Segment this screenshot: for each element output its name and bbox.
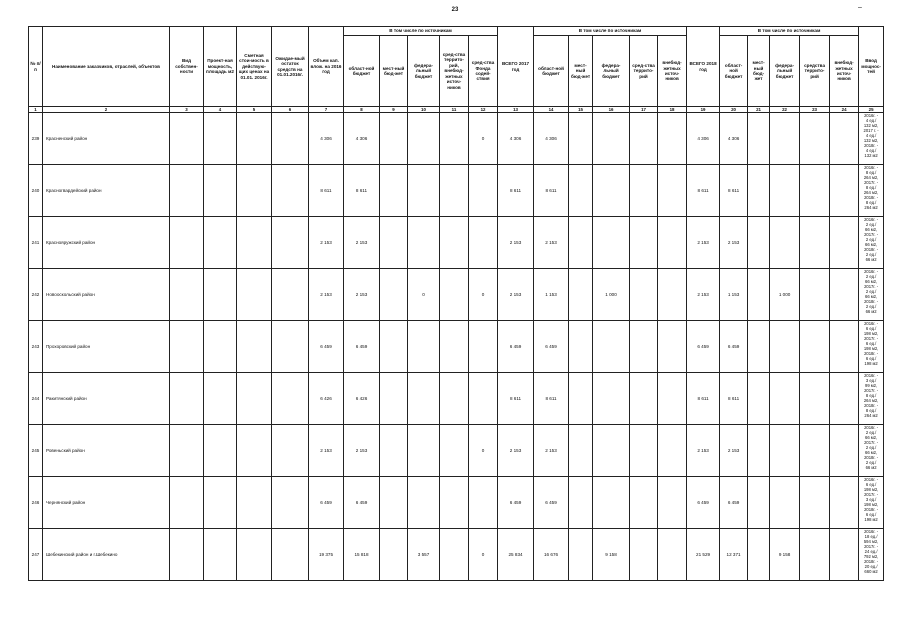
capacity-cell: 2016г. - 3 ед./ 99 м2, 2017г. - 8 ед./ 264 м2, 2018г. - 8 ед./ 264 м2 — [859, 373, 884, 425]
value-cell — [272, 373, 309, 425]
row-number-cell: 242 — [29, 269, 43, 321]
value-cell — [830, 425, 859, 477]
capacity-cell: 2016г. - 2 ед./ 66 м2, 2017г. - 2 ед./ 66 м2, 2018г. - 2 ед./ 66 м2 — [859, 425, 884, 477]
value-cell — [380, 477, 408, 529]
value-cell: 8 611 — [534, 165, 569, 217]
value-cell: 3 557 — [408, 529, 440, 581]
value-cell: 15 818 — [344, 529, 380, 581]
value-cell: 6 459 — [534, 477, 569, 529]
value-cell — [830, 113, 859, 165]
value-cell — [170, 373, 204, 425]
value-cell — [800, 113, 830, 165]
value-cell — [593, 165, 630, 217]
value-cell — [237, 113, 272, 165]
col-header: № п/п — [29, 27, 43, 107]
value-cell — [748, 113, 770, 165]
value-cell: 6 459 — [687, 321, 720, 373]
value-cell: 4 306 — [498, 113, 534, 165]
value-cell — [658, 217, 687, 269]
value-cell — [830, 321, 859, 373]
value-cell — [170, 529, 204, 581]
col-header: мест-ный бюд-жет — [380, 36, 408, 107]
value-cell — [440, 425, 469, 477]
value-cell — [630, 425, 658, 477]
value-cell — [440, 269, 469, 321]
value-cell — [170, 113, 204, 165]
table-row — [29, 113, 884, 165]
value-cell — [272, 425, 309, 477]
value-cell: 4 306 — [309, 113, 344, 165]
value-cell — [630, 217, 658, 269]
column-number: 4 — [204, 107, 237, 113]
value-cell: 6 459 — [687, 477, 720, 529]
table-row — [29, 477, 884, 529]
object-name-cell: Ракитянский район — [43, 373, 170, 425]
capacity-cell: 2016г. - 8 ед./ 264 м2, 2017г. - 8 ед./ 264 м2, 2018г. - 8 ед./ 264 м2 — [859, 165, 884, 217]
column-number: 3 — [170, 107, 204, 113]
value-cell — [440, 113, 469, 165]
value-cell — [569, 165, 593, 217]
value-cell — [204, 321, 237, 373]
col-header: федера-льный бюджет — [593, 36, 630, 107]
value-cell — [204, 165, 237, 217]
value-cell — [630, 529, 658, 581]
column-number: 22 — [770, 107, 800, 113]
value-cell — [204, 529, 237, 581]
value-cell — [204, 217, 237, 269]
column-number: 13 — [498, 107, 534, 113]
object-name-cell: Ровеньский район — [43, 425, 170, 477]
value-cell: 2 153 — [498, 217, 534, 269]
col-header: ВСЕГО 2018 год — [687, 27, 720, 107]
value-cell — [593, 217, 630, 269]
value-cell — [237, 321, 272, 373]
value-cell — [830, 269, 859, 321]
value-cell: 2 153 — [498, 425, 534, 477]
value-cell — [569, 269, 593, 321]
value-cell: 2 153 — [309, 217, 344, 269]
value-cell: 8 611 — [498, 373, 534, 425]
value-cell — [830, 373, 859, 425]
column-number: 20 — [720, 107, 748, 113]
col-header: сред-ства террито-рий, внебюд-жетных источ-ников — [440, 36, 469, 107]
value-cell — [630, 113, 658, 165]
group-header-2016: В том числе по источникам — [344, 27, 498, 36]
value-cell — [630, 373, 658, 425]
value-cell — [748, 165, 770, 217]
group-header-2017: В том числе по источникам — [534, 27, 687, 36]
value-cell — [170, 321, 204, 373]
value-cell: 16 676 — [534, 529, 569, 581]
value-cell — [593, 113, 630, 165]
capacity-cell: 2016г. - 18 ед./ 594 м2, 2017г. - 24 ед./ 792 м2, 2018г. - 20 ед./ 660 м2 — [859, 529, 884, 581]
value-cell: 1 000 — [593, 269, 630, 321]
object-name-cell: Прохоровский район — [43, 321, 170, 373]
value-cell: 1 000 — [770, 269, 800, 321]
value-cell — [569, 113, 593, 165]
value-cell — [800, 269, 830, 321]
col-header: област-ной бюджет — [720, 36, 748, 107]
row-number-cell: 240 — [29, 165, 43, 217]
capacity-cell: 2016г. - 6 ед./ 198 м2, 2017г. - 3 ед./ 198 м2, 2018г. - 6 ед./ 198 м2 — [859, 477, 884, 529]
col-header: Ожидае-мый остаток средств на 01.01.2016г. — [272, 27, 309, 107]
value-cell — [770, 425, 800, 477]
value-cell — [204, 373, 237, 425]
value-cell — [237, 373, 272, 425]
value-cell — [658, 477, 687, 529]
value-cell: 8 611 — [534, 373, 569, 425]
row-number-cell: 239 — [29, 113, 43, 165]
value-cell — [658, 321, 687, 373]
value-cell — [170, 217, 204, 269]
col-header: сред-ства террито-рий — [630, 36, 658, 107]
value-cell: 6 459 — [720, 477, 748, 529]
value-cell — [237, 477, 272, 529]
value-cell: 2 153 — [309, 269, 344, 321]
value-cell — [272, 217, 309, 269]
value-cell — [380, 217, 408, 269]
value-cell — [569, 217, 593, 269]
capacity-cell: 2016г. - 4 ед./ 132 м2, 2017 г. - 4 ед./ 132 м2, 2018г. - 4 ед./ 132 м2 — [859, 113, 884, 165]
value-cell — [380, 373, 408, 425]
col-header: сред-ства Фонда содей-ствия — [469, 36, 498, 107]
value-cell — [658, 113, 687, 165]
value-cell: 2 153 — [687, 217, 720, 269]
value-cell — [408, 477, 440, 529]
col-header: мест-ный бюд-жет — [748, 36, 770, 107]
column-number: 15 — [569, 107, 593, 113]
value-cell — [469, 217, 498, 269]
col-header: област-ной бюджет — [534, 36, 569, 107]
row-number-cell: 244 — [29, 373, 43, 425]
value-cell — [469, 321, 498, 373]
value-cell — [272, 321, 309, 373]
value-cell: 9 158 — [593, 529, 630, 581]
column-number: 1 — [29, 107, 43, 113]
value-cell — [593, 321, 630, 373]
value-cell — [569, 373, 593, 425]
value-cell: 6 426 — [344, 373, 380, 425]
value-cell: 4 306 — [687, 113, 720, 165]
value-cell: 8 611 — [687, 373, 720, 425]
value-cell: 6 459 — [309, 321, 344, 373]
value-cell — [800, 217, 830, 269]
value-cell — [770, 217, 800, 269]
value-cell — [469, 165, 498, 217]
value-cell: 2 153 — [344, 269, 380, 321]
value-cell: 2 153 — [687, 425, 720, 477]
row-number-cell: 246 — [29, 477, 43, 529]
value-cell — [440, 373, 469, 425]
column-number: 2 — [43, 107, 170, 113]
value-cell — [380, 529, 408, 581]
col-header: ВСЕГО 2017 год — [498, 27, 534, 107]
value-cell — [204, 425, 237, 477]
value-cell — [569, 321, 593, 373]
value-cell: 0 — [469, 269, 498, 321]
col-header: Наименование заказчиков, отраслей, объектов — [43, 27, 170, 107]
column-number: 8 — [344, 107, 380, 113]
value-cell — [748, 217, 770, 269]
value-cell — [204, 477, 237, 529]
row-number-cell: 241 — [29, 217, 43, 269]
value-cell: 2 153 — [720, 217, 748, 269]
value-cell — [800, 321, 830, 373]
row-number-cell: 243 — [29, 321, 43, 373]
value-cell — [408, 113, 440, 165]
value-cell: 12 371 — [720, 529, 748, 581]
value-cell — [204, 269, 237, 321]
object-name-cell: Красненский район — [43, 113, 170, 165]
table-row — [29, 373, 884, 425]
value-cell — [440, 477, 469, 529]
value-cell: 2 153 — [344, 425, 380, 477]
capacity-cell: 2016г. - 2 ед./ 66 м2, 2017г. - 2 ед./ 66 м2, 2018г. - 2 ед./ 66 м2 — [859, 217, 884, 269]
value-cell — [237, 165, 272, 217]
column-number: 11 — [440, 107, 469, 113]
column-number: 24 — [830, 107, 859, 113]
col-header: внебюд-жетных источ-ников — [658, 36, 687, 107]
value-cell — [830, 165, 859, 217]
row-number-cell: 247 — [29, 529, 43, 581]
value-cell — [440, 529, 469, 581]
column-number: 19 — [687, 107, 720, 113]
value-cell — [170, 269, 204, 321]
object-name-cell: Шебекинский район и г.Шебекино — [43, 529, 170, 581]
value-cell — [408, 165, 440, 217]
column-number: 23 — [800, 107, 830, 113]
value-cell — [748, 425, 770, 477]
value-cell — [630, 477, 658, 529]
value-cell: 6 459 — [498, 321, 534, 373]
col-header: федера-льный бюджет — [408, 36, 440, 107]
value-cell — [569, 477, 593, 529]
value-cell — [408, 321, 440, 373]
value-cell: 19 375 — [309, 529, 344, 581]
value-cell: 6 459 — [498, 477, 534, 529]
value-cell — [440, 165, 469, 217]
value-cell: 4 306 — [534, 113, 569, 165]
col-header: област-ной бюджет — [344, 36, 380, 107]
value-cell — [569, 529, 593, 581]
value-cell: 4 306 — [720, 113, 748, 165]
col-header: мест-ный бюд-жет — [569, 36, 593, 107]
value-cell — [380, 113, 408, 165]
column-number: 21 — [748, 107, 770, 113]
value-cell — [204, 113, 237, 165]
value-cell — [770, 477, 800, 529]
value-cell — [800, 529, 830, 581]
col-header: Ввод мощнос-тей — [859, 27, 884, 107]
value-cell — [770, 113, 800, 165]
page-number: 23 — [451, 7, 459, 13]
value-cell — [630, 269, 658, 321]
col-header: федера-льный бюджет — [770, 36, 800, 107]
column-number: 17 — [630, 107, 658, 113]
column-number: 10 — [408, 107, 440, 113]
value-cell — [658, 165, 687, 217]
value-cell: 0 — [469, 113, 498, 165]
value-cell: 2 153 — [498, 269, 534, 321]
value-cell — [658, 425, 687, 477]
table-row — [29, 269, 884, 321]
value-cell — [748, 373, 770, 425]
value-cell — [469, 477, 498, 529]
column-number: 14 — [534, 107, 569, 113]
col-header: Вид собствен-ности — [170, 27, 204, 107]
value-cell — [380, 321, 408, 373]
value-cell: 6 459 — [344, 477, 380, 529]
value-cell — [800, 373, 830, 425]
column-number: 25 — [859, 107, 884, 113]
value-cell — [593, 425, 630, 477]
value-cell — [748, 529, 770, 581]
table-row — [29, 321, 884, 373]
value-cell: 0 — [408, 269, 440, 321]
value-cell — [748, 477, 770, 529]
value-cell — [593, 477, 630, 529]
value-cell — [170, 425, 204, 477]
value-cell — [830, 217, 859, 269]
value-cell — [237, 217, 272, 269]
object-name-cell: Новооскольский район — [43, 269, 170, 321]
value-cell: 8 611 — [344, 165, 380, 217]
value-cell — [748, 321, 770, 373]
column-number: 9 — [380, 107, 408, 113]
value-cell — [630, 165, 658, 217]
table-row — [29, 165, 884, 217]
value-cell: 8 611 — [687, 165, 720, 217]
value-cell — [630, 321, 658, 373]
value-cell: 2 153 — [534, 425, 569, 477]
object-name-cell: Красногвардейский район — [43, 165, 170, 217]
corner-mark: – — [858, 4, 862, 11]
value-cell — [272, 269, 309, 321]
value-cell — [170, 165, 204, 217]
value-cell — [272, 529, 309, 581]
value-cell: 1 153 — [720, 269, 748, 321]
value-cell: 8 611 — [720, 373, 748, 425]
value-cell — [237, 529, 272, 581]
col-header: внебюд-жетных источ-ников — [830, 36, 859, 107]
table-row — [29, 217, 884, 269]
investment-table — [28, 26, 884, 581]
value-cell: 6 459 — [309, 477, 344, 529]
value-cell: 25 834 — [498, 529, 534, 581]
capacity-cell: 2016г. - 6 ед./ 198 м2, 2017г. - 6 ед./ 198 м2, 2018г. - 6 ед./ 198 м2 — [859, 321, 884, 373]
value-cell — [380, 425, 408, 477]
value-cell — [237, 269, 272, 321]
table-row — [29, 529, 884, 581]
value-cell — [800, 477, 830, 529]
value-cell — [272, 477, 309, 529]
value-cell — [408, 425, 440, 477]
table-body — [29, 113, 884, 581]
value-cell — [658, 269, 687, 321]
value-cell — [658, 529, 687, 581]
value-cell: 4 306 — [344, 113, 380, 165]
value-cell — [830, 529, 859, 581]
value-cell: 0 — [469, 425, 498, 477]
value-cell: 6 459 — [720, 321, 748, 373]
column-number: 7 — [309, 107, 344, 113]
value-cell — [380, 165, 408, 217]
value-cell — [170, 477, 204, 529]
value-cell — [380, 269, 408, 321]
value-cell: 2 153 — [534, 217, 569, 269]
value-cell — [272, 113, 309, 165]
value-cell: 8 611 — [309, 165, 344, 217]
value-cell: 2 153 — [344, 217, 380, 269]
value-cell: 2 153 — [720, 425, 748, 477]
value-cell — [770, 373, 800, 425]
value-cell: 6 426 — [309, 373, 344, 425]
value-cell: 2 153 — [309, 425, 344, 477]
value-cell — [830, 477, 859, 529]
value-cell: 8 611 — [498, 165, 534, 217]
value-cell — [237, 425, 272, 477]
column-number: 5 — [237, 107, 272, 113]
value-cell: 1 153 — [534, 269, 569, 321]
column-number: 18 — [658, 107, 687, 113]
column-number: 16 — [593, 107, 630, 113]
column-number: 6 — [272, 107, 309, 113]
value-cell — [770, 321, 800, 373]
value-cell — [658, 373, 687, 425]
value-cell — [440, 321, 469, 373]
value-cell — [440, 217, 469, 269]
value-cell: 6 459 — [344, 321, 380, 373]
value-cell — [469, 373, 498, 425]
capacity-cell: 2016г. - 2 ед./ 66 м2, 2017г. - 2 ед./ 66 м2, 2018г. - 2 ед./ 66 м2 — [859, 269, 884, 321]
group-header-2018: В том числе по источникам — [720, 27, 859, 36]
col-header: Сметная стои-мость в действую-щих ценах на 01.01. 2016г. — [237, 27, 272, 107]
value-cell: 21 529 — [687, 529, 720, 581]
value-cell — [569, 425, 593, 477]
col-header: средства террито-рий — [800, 36, 830, 107]
object-name-cell: Чернянский район — [43, 477, 170, 529]
row-number-cell: 245 — [29, 425, 43, 477]
value-cell: 6 459 — [534, 321, 569, 373]
value-cell: 2 153 — [687, 269, 720, 321]
column-number: 12 — [469, 107, 498, 113]
col-header: Проект-ная мощность, площадь м2 — [204, 27, 237, 107]
value-cell — [770, 165, 800, 217]
value-cell: 0 — [469, 529, 498, 581]
value-cell — [408, 373, 440, 425]
value-cell: 9 158 — [770, 529, 800, 581]
value-cell — [748, 269, 770, 321]
col-header: Объем кап. влож. на 2016 год — [309, 27, 344, 107]
value-cell — [408, 217, 440, 269]
value-cell — [800, 165, 830, 217]
value-cell — [593, 373, 630, 425]
value-cell — [800, 425, 830, 477]
object-name-cell: Краснояружский район — [43, 217, 170, 269]
value-cell — [272, 165, 309, 217]
value-cell: 8 611 — [720, 165, 748, 217]
table-row — [29, 425, 884, 477]
